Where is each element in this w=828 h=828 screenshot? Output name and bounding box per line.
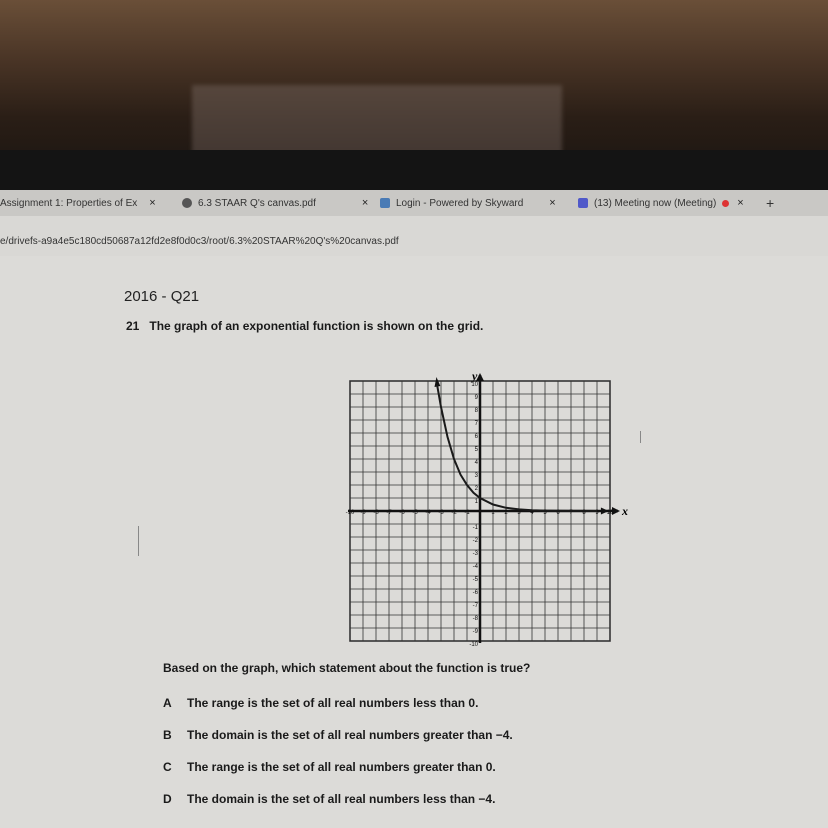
y-tick-label: -3 bbox=[472, 551, 478, 557]
y-tick-label: -6 bbox=[472, 590, 478, 596]
x-tick-label: 6 bbox=[556, 510, 560, 516]
choice-text: The domain is the set of all real numbers less than −4. bbox=[187, 792, 496, 806]
y-tick-label: -2 bbox=[472, 538, 478, 544]
y-tick-label: 7 bbox=[474, 421, 478, 427]
y-tick-label: 4 bbox=[474, 460, 478, 466]
x-tick-label: 5 bbox=[543, 510, 547, 516]
question-number: 21 bbox=[126, 319, 140, 333]
pdf-page bbox=[0, 256, 828, 828]
choice-text: The range is the set of all real numbers greater than 0. bbox=[187, 760, 496, 774]
y-tick-label: 6 bbox=[474, 434, 478, 440]
close-icon[interactable]: × bbox=[737, 197, 744, 209]
tab-label: (13) Meeting now (Meeting) bbox=[594, 197, 717, 209]
y-tick-label: 8 bbox=[474, 408, 478, 414]
x-tick-label: 4 bbox=[530, 510, 534, 516]
x-tick-label: -3 bbox=[438, 510, 444, 516]
y-tick-label: -7 bbox=[472, 603, 478, 609]
stray-mark bbox=[640, 431, 641, 443]
x-tick-label: 10 bbox=[606, 510, 614, 516]
question-heading: 2016 - Q21 bbox=[124, 288, 200, 305]
skyward-icon bbox=[380, 198, 390, 208]
x-tick-label: 1 bbox=[491, 510, 495, 516]
new-tab-button[interactable]: + bbox=[766, 195, 775, 211]
x-tick-label: 9 bbox=[595, 510, 599, 516]
y-tick-label: 10 bbox=[471, 382, 478, 388]
x-tick-label: 7 bbox=[569, 510, 573, 516]
tab-assignment[interactable] bbox=[0, 194, 170, 212]
close-icon[interactable]: × bbox=[361, 197, 369, 209]
globe-icon bbox=[182, 198, 192, 208]
x-tick-label: -2 bbox=[451, 510, 457, 516]
choice-d[interactable] bbox=[163, 792, 495, 806]
y-tick-label: -10 bbox=[469, 642, 478, 648]
tab-staar-pdf[interactable] bbox=[182, 194, 372, 212]
choice-letter: C bbox=[163, 760, 172, 774]
y-tick-label: -8 bbox=[472, 616, 478, 622]
close-icon[interactable]: × bbox=[549, 197, 556, 209]
stray-mark bbox=[138, 526, 139, 556]
browser-window bbox=[0, 190, 828, 828]
choice-b[interactable] bbox=[163, 728, 513, 742]
x-tick-label: -4 bbox=[425, 510, 431, 516]
x-tick-label: -5 bbox=[412, 510, 418, 516]
x-tick-label: 2 bbox=[504, 510, 508, 516]
tab-label: 6.3 STAAR Q's canvas.pdf bbox=[198, 197, 316, 209]
x-axis-label: x bbox=[622, 504, 628, 518]
choice-text: The domain is the set of all real numbers greater than −4. bbox=[187, 728, 513, 742]
choice-letter: D bbox=[163, 792, 172, 806]
teams-icon bbox=[578, 198, 588, 208]
x-tick-label: -1 bbox=[464, 510, 470, 516]
tab-strip bbox=[0, 190, 828, 216]
y-tick-label: 9 bbox=[474, 395, 478, 401]
y-tick-label: -4 bbox=[472, 564, 478, 570]
x-tick-label: -10 bbox=[345, 510, 355, 516]
question-text: The graph of an exponential function is shown on the grid. bbox=[149, 319, 484, 333]
y-tick-label: -9 bbox=[472, 629, 478, 635]
x-tick-label: -7 bbox=[386, 510, 392, 516]
x-tick-label: 3 bbox=[517, 510, 521, 516]
y-tick-label: -1 bbox=[472, 525, 478, 531]
x-tick-label: -9 bbox=[360, 510, 366, 516]
x-tick-label: -8 bbox=[373, 510, 379, 516]
x-tick-label: -6 bbox=[399, 510, 405, 516]
y-tick-label: -5 bbox=[472, 577, 478, 583]
question-prompt: Based on the graph, which statement about the function is true? bbox=[163, 661, 531, 675]
url-text: e/drivefs-a9a4e5c180cd50687a12fd2e8f0d0c3/root/6.3%20STAAR%20Q's%20canvas.pdf bbox=[0, 236, 399, 247]
y-tick-label: 3 bbox=[474, 473, 478, 479]
tab-skyward[interactable] bbox=[380, 194, 565, 212]
tab-meeting[interactable] bbox=[578, 194, 758, 212]
y-tick-label: 5 bbox=[474, 447, 478, 453]
y-axis-label: y bbox=[472, 369, 478, 383]
y-tick-label: 2 bbox=[474, 486, 478, 492]
recording-icon bbox=[722, 200, 729, 207]
tab-label: Assignment 1: Properties of Ex bbox=[0, 197, 138, 209]
choice-letter: A bbox=[163, 696, 172, 710]
close-icon[interactable]: × bbox=[149, 197, 156, 209]
address-bar[interactable] bbox=[0, 236, 828, 254]
choice-text: The range is the set of all real numbers less than 0. bbox=[187, 696, 479, 710]
choice-a[interactable] bbox=[163, 696, 478, 710]
tab-label: Login - Powered by Skyward bbox=[396, 197, 524, 209]
question-text-line bbox=[126, 319, 483, 333]
choice-c[interactable] bbox=[163, 760, 496, 774]
choice-letter: B bbox=[163, 728, 172, 742]
function-graph bbox=[345, 369, 628, 651]
x-tick-label: 8 bbox=[582, 510, 586, 516]
y-tick-label: 1 bbox=[474, 499, 478, 505]
